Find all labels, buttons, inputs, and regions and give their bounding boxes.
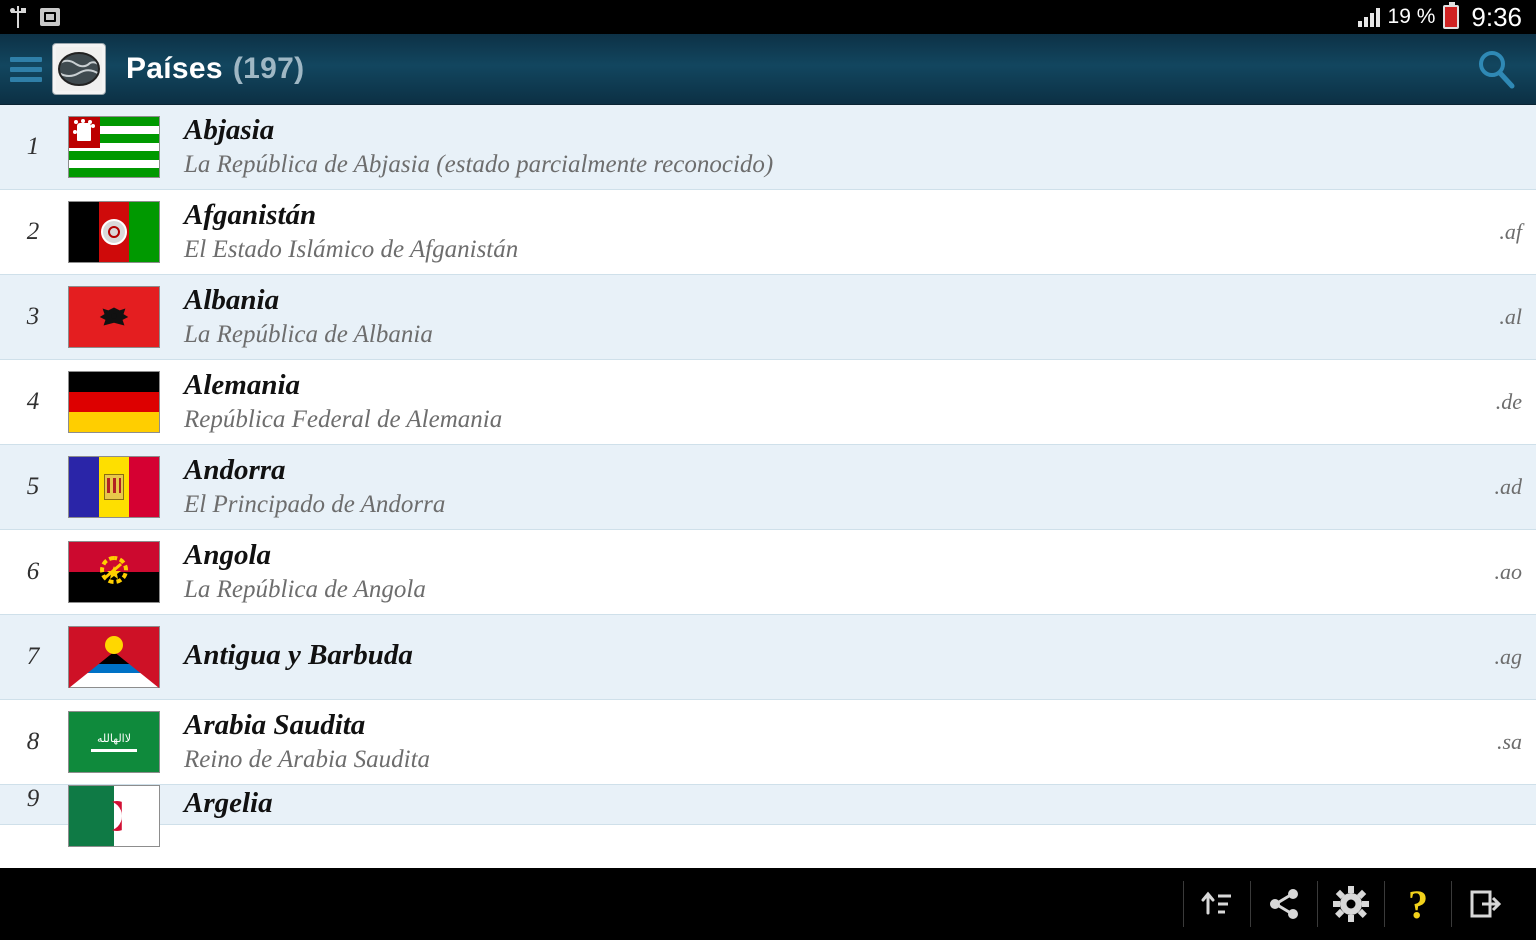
clock-label: 9:36: [1471, 1, 1522, 32]
share-icon[interactable]: [1251, 876, 1317, 932]
battery-percent-label: 19 %: [1387, 5, 1436, 28]
alemania-flag: [66, 370, 162, 434]
page-title-count: (197): [232, 52, 305, 85]
country-name: Abjasia: [184, 114, 275, 147]
afganistan-flag: [66, 200, 162, 264]
arabia-saudita-flag: [66, 710, 162, 774]
search-icon[interactable]: [1472, 45, 1520, 93]
country-fullname: El Estado Islámico de Afganistán: [184, 235, 519, 263]
globe-app-logo-icon[interactable]: [52, 43, 106, 95]
country-name: Argelia: [184, 787, 273, 819]
row-index: 9: [26, 785, 40, 812]
page-title: [126, 52, 304, 86]
usb-icon: [10, 6, 26, 28]
country-tld: .sa: [1496, 729, 1522, 754]
country-name: Albania: [184, 284, 280, 317]
angola-flag: [66, 540, 162, 604]
country-tld: .de: [1495, 389, 1522, 414]
country-fullname: La República de Albania: [184, 320, 433, 348]
exit-icon[interactable]: [1452, 876, 1518, 932]
row-index: 6: [26, 558, 40, 585]
help-label: ?: [1408, 881, 1428, 927]
country-tld: .ao: [1494, 559, 1522, 584]
list-item[interactable]: [0, 530, 1536, 615]
list-item[interactable]: [0, 615, 1536, 700]
list-item[interactable]: [0, 785, 1536, 825]
country-name: Afganistán: [184, 199, 317, 232]
globe-icon: [56, 47, 102, 91]
list-item[interactable]: [0, 360, 1536, 445]
shahada-script: لاالهالله: [97, 732, 131, 746]
signal-bars-icon: [1358, 7, 1380, 27]
country-name: Angola: [184, 539, 272, 572]
list-item[interactable]: [0, 445, 1536, 530]
country-name: Alemania: [184, 369, 301, 402]
list-item[interactable]: [0, 105, 1536, 190]
country-list[interactable]: [0, 105, 1536, 868]
row-index: 8: [26, 728, 40, 755]
country-fullname: El Principado de Andorra: [184, 490, 446, 518]
country-tld: .ad: [1494, 474, 1522, 499]
country-name: Antigua y Barbuda: [184, 639, 413, 672]
country-fullname: Reino de Arabia Saudita: [184, 745, 431, 773]
argelia-flag: [66, 785, 162, 825]
help-button[interactable]: [1385, 876, 1451, 932]
country-fullname: República Federal de Alemania: [184, 405, 503, 433]
country-tld: .al: [1499, 304, 1522, 329]
sort-ascending-icon[interactable]: [1184, 876, 1250, 932]
country-fullname: La República de Angola: [184, 575, 426, 603]
app-bar: [0, 34, 1536, 105]
country-name: Andorra: [184, 454, 286, 487]
country-name: Arabia Saudita: [184, 709, 366, 742]
gear-machete-star-icon: [97, 555, 131, 589]
bottom-toolbar: [0, 868, 1536, 940]
gear-icon[interactable]: [1318, 876, 1384, 932]
sd-card-icon: [40, 8, 60, 26]
country-tld: .ag: [1494, 644, 1522, 669]
list-item[interactable]: [0, 275, 1536, 360]
row-index: 1: [26, 133, 40, 160]
row-index: 2: [26, 218, 40, 245]
country-tld: .af: [1499, 219, 1522, 244]
status-bar: [0, 0, 1536, 34]
row-index: 4: [26, 388, 40, 415]
row-index: 5: [26, 473, 40, 500]
country-fullname: La República de Abjasia (estado parcialmente reconocido): [184, 150, 774, 178]
page-title-text: Países: [126, 52, 223, 85]
abjasia-flag: [66, 115, 162, 179]
row-index: 7: [26, 643, 40, 670]
albania-flag: [66, 285, 162, 349]
battery-low-icon: [1443, 5, 1459, 29]
double-eagle-icon: [95, 303, 133, 331]
andorra-flag: [66, 455, 162, 519]
list-item[interactable]: [0, 190, 1536, 275]
hamburger-menu-icon[interactable]: [4, 57, 48, 82]
list-item[interactable]: [0, 700, 1536, 785]
antigua-y-barbuda-flag: [66, 625, 162, 689]
row-index: 3: [26, 303, 40, 330]
